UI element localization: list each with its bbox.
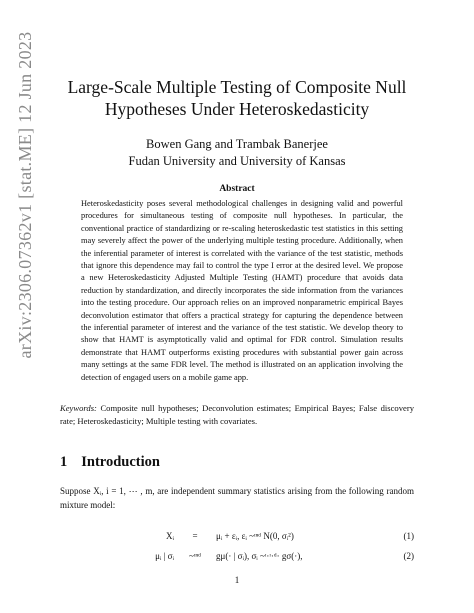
- intro-paragraph: Suppose Xᵢ, i = 1, ⋯ , m, are independent summary statistics arising from the following random mixture model:: [60, 486, 414, 510]
- section-number: 1: [60, 454, 68, 470]
- section-title: Introduction: [81, 454, 160, 470]
- equation-relation: ~ᶦⁿᵈ: [189, 551, 201, 561]
- equation-number: (2): [403, 551, 414, 561]
- equation-2: [60, 551, 414, 565]
- keywords-label: Keywords:: [60, 403, 97, 413]
- paper-title: [60, 76, 414, 120]
- equation-number: (1): [403, 531, 414, 541]
- equation-lhs: Xᵢ: [166, 531, 174, 541]
- arxiv-stamp: arXiv:2306.07362v1 [stat.ME] 12 Jun 2023: [15, 31, 35, 359]
- equation-relation: =: [192, 531, 198, 541]
- keywords-text: Composite null hypotheses; Deconvolution estimates; Empirical Bayes; False discovery rate; Heteroskedasticity; Multiple testing with covariates.: [60, 403, 414, 426]
- equation-1: [60, 531, 414, 545]
- abstract-heading: Abstract: [219, 184, 255, 194]
- authors: Bowen Gang and Trambak Banerjee: [146, 137, 328, 151]
- title-line-2: Hypotheses Under Heteroskedasticity: [104, 99, 370, 119]
- equation-lhs: μᵢ | σᵢ: [155, 551, 174, 561]
- keywords: [60, 402, 414, 428]
- page-number: 1: [234, 575, 240, 585]
- author-block: [60, 136, 414, 170]
- title-line-1: Large-Scale Multiple Testing of Composite Null: [67, 77, 407, 97]
- equation-rhs: gμ(· | σᵢ), σᵢ ~ᶦ·ᶦ·ᵈ· gσ(·),: [216, 551, 303, 561]
- equation-rhs: μᵢ + εᵢ, εᵢ ~ᶦⁿᵈ N(0, σᵢ²): [216, 531, 294, 541]
- section-heading: [60, 454, 160, 471]
- affiliation: Fudan University and University of Kansas: [128, 154, 346, 168]
- abstract-text: Heteroskedasticity poses several methodological challenges in designing valid and powerful procedures for simultaneous testing of composite null hypotheses. In particular, the conventional practice of standardizing or re-scaling heteroskedastic test statistics in this setting may severely affect the power of the underlying multiple testing procedure. Additionally, when the inferential parameter of interest is correlated with the variance of the test statistic, methods that ignore this dependence may fail to control the type I error at the desired level. We propose a new Heteroskedasticity Adjusted Multiple Testing (HAMT) procedure that avoids data reduction by standardization, and directly incorporates the side information from the variances into the testing procedure. Our approach relies on an improved nonparametric empirical Bayes deconvolution estimator that offers a practical strategy for capturing the dependence between the inferential parameter of interest and the variance of the test statistic. We develop theory to show that HAMT is asymptotically valid and optimal for FDR control. Simulation results demonstrate that HAMT outperforms existing procedures with substantial power gain across many settings at the same FDR level. The method is illustrated on an application involving the detection of engaged users on a mobile game app.: [81, 199, 403, 382]
